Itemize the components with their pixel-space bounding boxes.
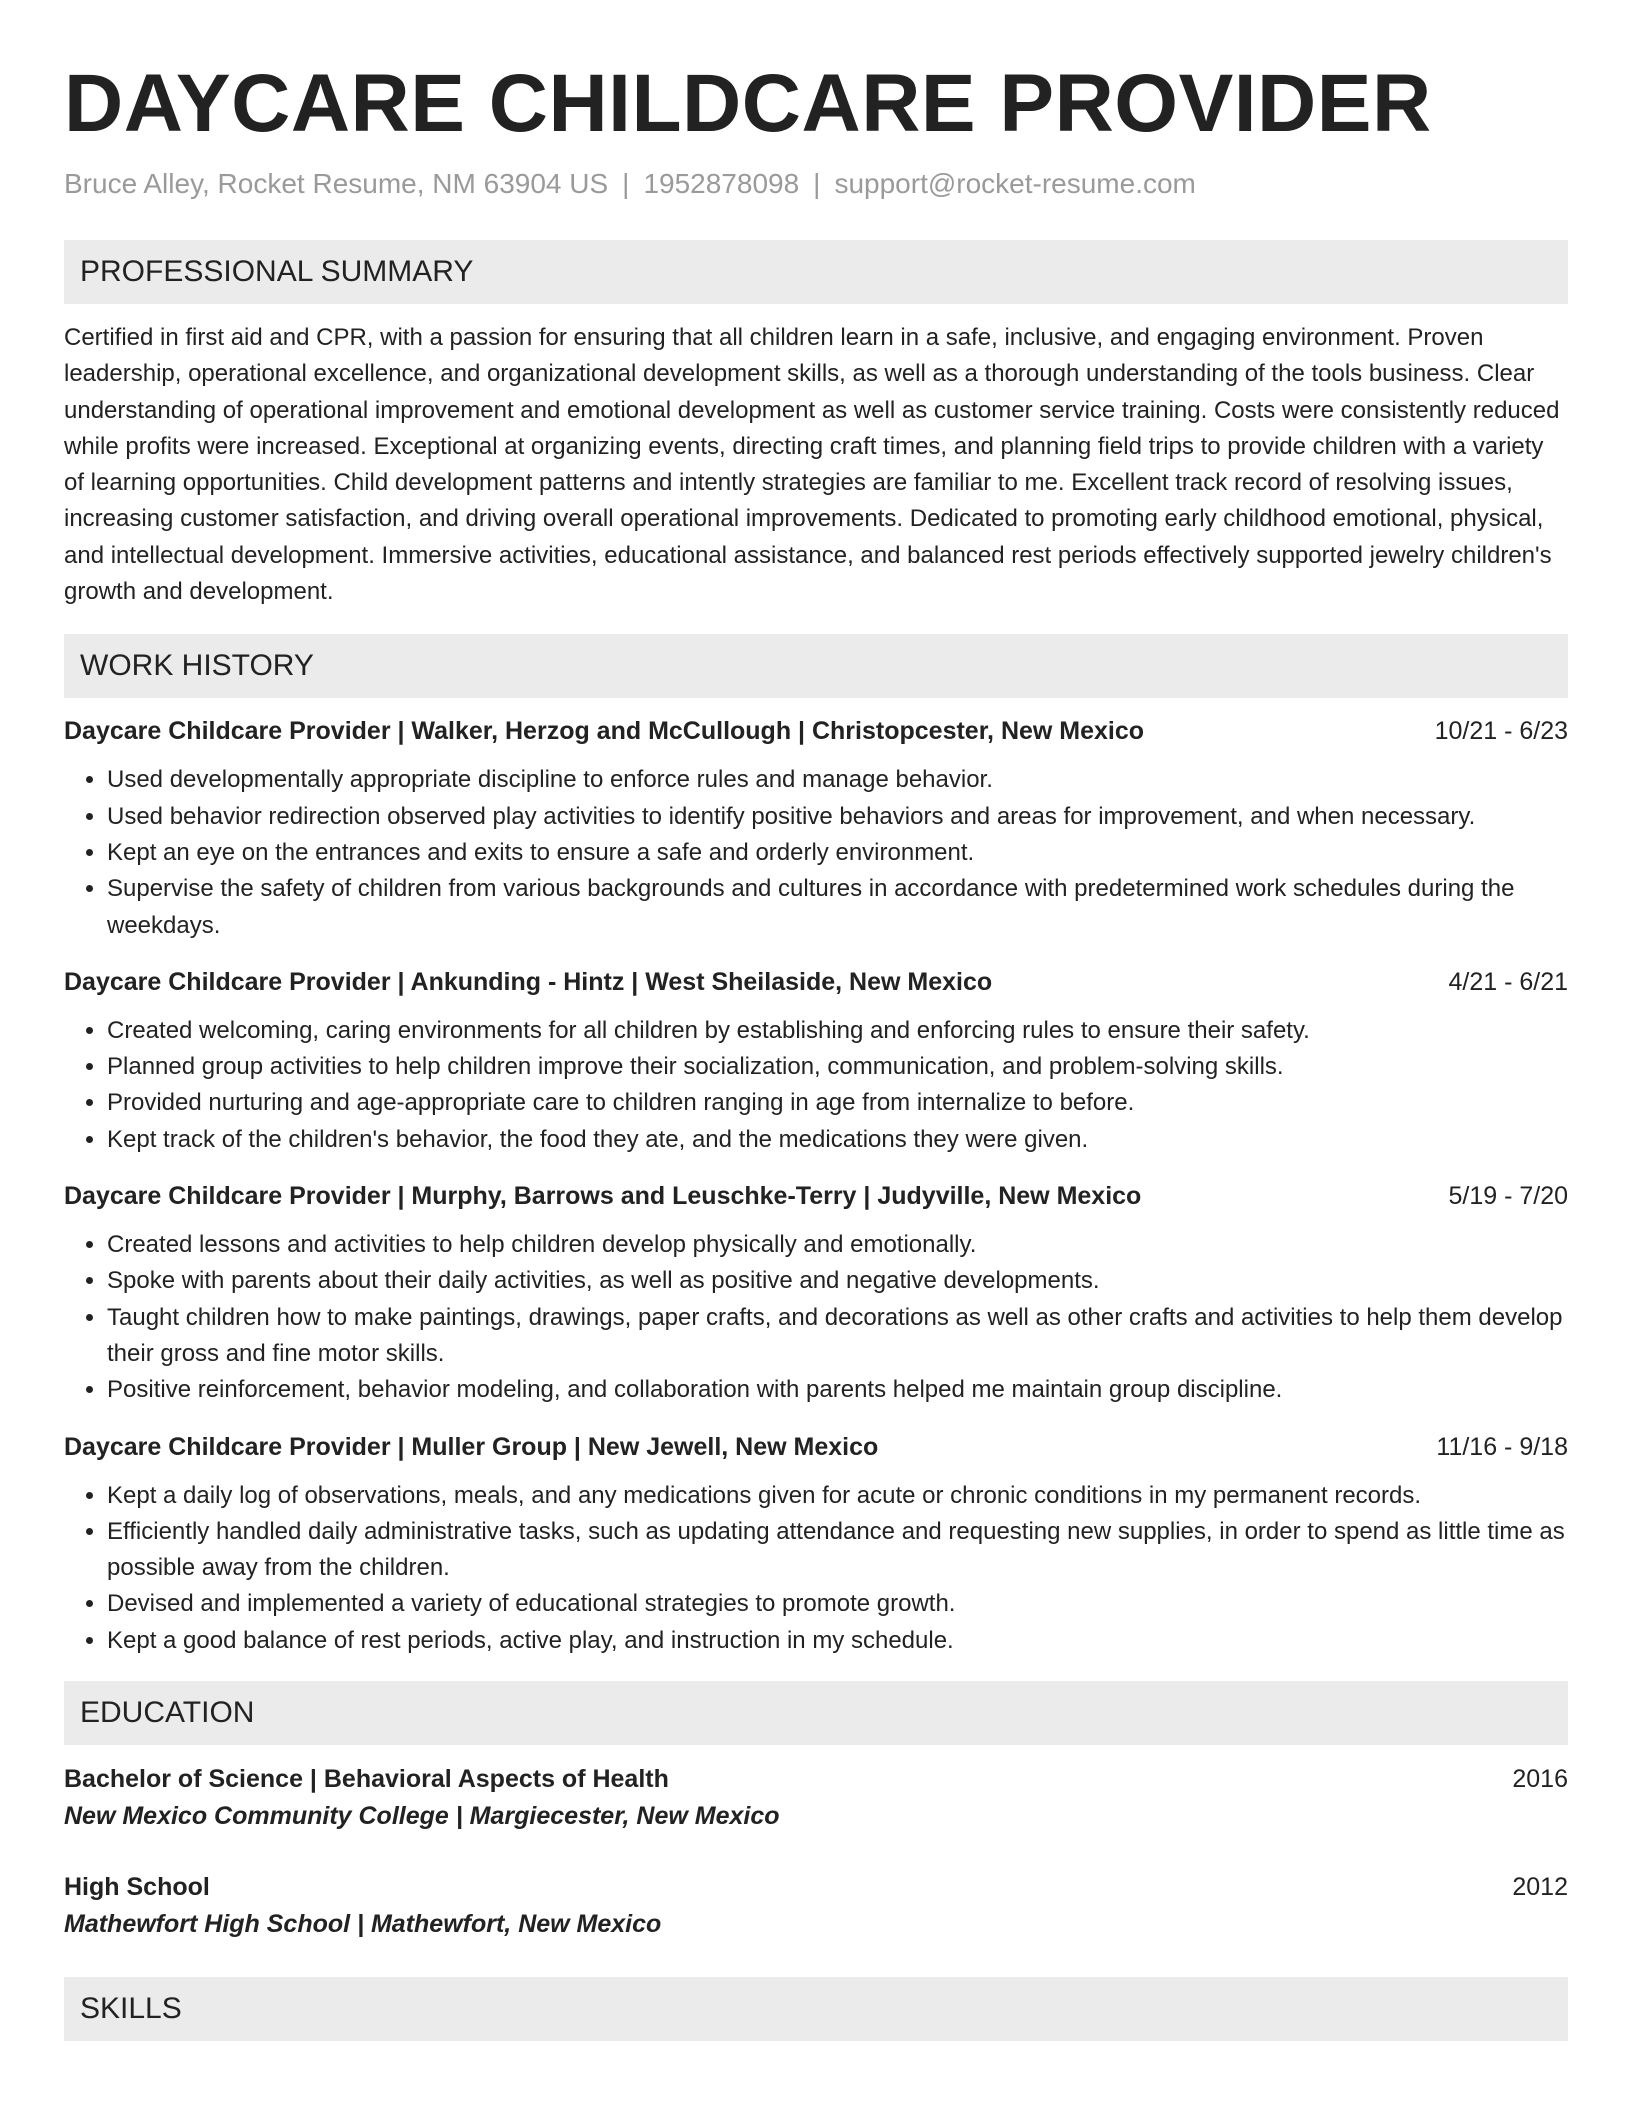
education-year: 2016 xyxy=(1512,1765,1568,1794)
contact-email: support@rocket-resume.com xyxy=(834,168,1196,199)
job-dates: 10/21 - 6/23 xyxy=(1434,717,1568,746)
job-bullet: • Used behavior redirection observed play activities to identify positive behaviors and areas for improvement, and when necessary. xyxy=(107,799,1568,835)
education-degree: High School xyxy=(64,1873,210,1902)
job-entry xyxy=(64,1430,1568,1659)
job-dates: 4/21 - 6/21 xyxy=(1448,967,1568,996)
job-bullets xyxy=(64,1227,1568,1408)
section-heading-skills-label: SKILLS xyxy=(80,1992,182,2026)
section-heading-education xyxy=(64,1681,1568,1745)
job-bullet: • Kept a good balance of rest periods, active play, and instruction in my schedule. xyxy=(107,1623,1568,1659)
job-bullet: • Spoke with parents about their daily activities, as well as positive and negative developments. xyxy=(107,1263,1568,1299)
job-bullets xyxy=(64,762,1568,943)
contact-separator: | xyxy=(813,168,821,199)
job-bullet: • Positive reinforcement, behavior modeling, and collaboration with parents helped me maintain group discipline. xyxy=(107,1372,1568,1408)
section-heading-work-history-label: WORK HISTORY xyxy=(80,649,314,683)
job-entry xyxy=(64,714,1568,943)
contact-address: Bruce Alley, Rocket Resume, NM 63904 US xyxy=(64,168,609,199)
job-bullet: • Planned group activities to help children improve their socialization, communication, and problem-solving skills. xyxy=(107,1049,1568,1085)
section-heading-education-label: EDUCATION xyxy=(80,1696,255,1730)
education-degree: Bachelor of Science | Behavioral Aspects of Health xyxy=(64,1765,669,1794)
job-title: Daycare Childcare Provider | Murphy, Barrows and Leuschke-Terry | Judyville, New Mexico xyxy=(64,1182,1142,1211)
summary-text: Certified in first aid and CPR, with a passion for ensuring that all children learn in a safe, inclusive, and engaging environment. Proven leadership, operational excellence, and organizational development skills, as well as a thorough understanding of the tools business. Clear understanding of operational improvement and emotional development as well as customer service training. Costs were consistently reduced while profits were increased. Exceptional at organizing events, directing craft times, and planning field trips to provide children with a variety of learning opportunities. Child development patterns and intently strategies are familiar to me. Excellent track record of resolving issues, increasing customer satisfaction, and driving overall operational improvements. Dedicated to promoting early childhood emotional, physical, and intellectual development. Immersive activities, educational assistance, and balanced rest periods effectively supported jewelry children's growth and development. xyxy=(64,324,1560,606)
job-bullet: • Created welcoming, caring environments for all children by establishing and enforcing rules to ensure their safety. xyxy=(107,1013,1568,1049)
education-entry xyxy=(64,1761,1568,1835)
job-dates: 5/19 - 7/20 xyxy=(1448,1182,1568,1211)
job-bullet: • Efficiently handled daily administrative tasks, such as updating attendance and requesting new supplies, in order to spend as little time as possible away from the children. xyxy=(107,1514,1568,1587)
job-entry xyxy=(64,965,1568,1158)
contact-separator: | xyxy=(622,168,630,199)
job-bullet: • Kept a daily log of observations, meals, and any medications given for acute or chronic conditions in my permanent records. xyxy=(107,1478,1568,1514)
job-bullet: • Kept an eye on the entrances and exits to ensure a safe and orderly environment. xyxy=(107,835,1568,871)
contact-line xyxy=(64,166,1568,202)
resume-title: DAYCARE CHILDCARE PROVIDER xyxy=(64,58,1432,149)
job-bullet: • Provided nurturing and age-appropriate care to children ranging in age from internalize to before. xyxy=(107,1085,1568,1121)
education-school: New Mexico Community College | Margiecester, New Mexico xyxy=(64,1802,780,1831)
job-title: Daycare Childcare Provider | Ankunding - Hintz | West Sheilaside, New Mexico xyxy=(64,967,993,996)
job-bullet: • Supervise the safety of children from various backgrounds and cultures in accordance with predetermined work schedules during the weekdays. xyxy=(107,871,1568,944)
job-bullet: • Devised and implemented a variety of educational strategies to promote growth. xyxy=(107,1586,1568,1622)
job-title: Daycare Childcare Provider | Walker, Herzog and McCullough | Christopcester, New Mexico xyxy=(64,717,1145,746)
job-bullets xyxy=(64,1013,1568,1158)
education-year: 2012 xyxy=(1512,1873,1568,1902)
job-entry xyxy=(64,1179,1568,1408)
education-entry xyxy=(64,1869,1568,1943)
section-heading-summary-label: PROFESSIONAL SUMMARY xyxy=(80,255,474,288)
job-bullet: • Taught children how to make paintings, drawings, paper crafts, and decorations as well as other crafts and activities to help them develop their gross and fine motor skills. xyxy=(107,1300,1568,1373)
job-dates: 11/16 - 9/18 xyxy=(1436,1432,1568,1461)
section-heading-skills xyxy=(64,1977,1568,2041)
job-bullet: • Created lessons and activities to help children develop physically and emotionally. xyxy=(107,1227,1568,1263)
section-heading-summary xyxy=(64,240,1568,304)
job-bullet: • Kept track of the children's behavior, the food they ate, and the medications they were given. xyxy=(107,1122,1568,1158)
job-bullets xyxy=(64,1478,1568,1659)
job-title: Daycare Childcare Provider | Muller Group | New Jewell, New Mexico xyxy=(64,1432,879,1461)
education-school: Mathewfort High School | Mathewfort, New Mexico xyxy=(64,1910,662,1939)
contact-phone: 1952878098 xyxy=(643,168,800,199)
section-heading-work-history xyxy=(64,634,1568,698)
job-bullet: • Used developmentally appropriate discipline to enforce rules and manage behavior. xyxy=(107,762,1568,798)
